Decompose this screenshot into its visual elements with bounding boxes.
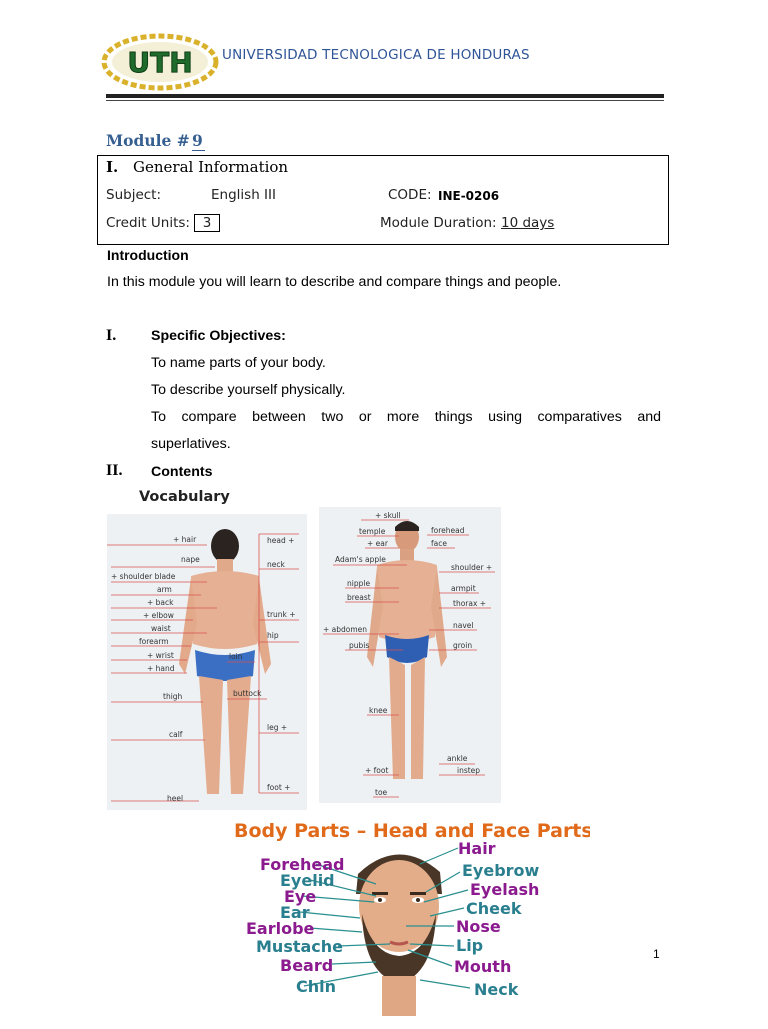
objectives-numeral: I.: [106, 327, 117, 344]
label-skull: + skull: [375, 511, 401, 520]
label-face: face: [431, 539, 447, 548]
introduction-heading: Introduction: [107, 247, 189, 263]
credit-label: Credit Units:: [106, 215, 190, 231]
module-number: 9: [192, 131, 203, 150]
label-forehead-face: Forehead: [260, 855, 345, 874]
vocabulary-subheading: Vocabulary: [139, 489, 230, 505]
label-thigh: thigh: [163, 692, 183, 701]
code-value: INE-0206: [438, 189, 500, 203]
label-heel: heel: [167, 794, 184, 803]
page-number: 1: [653, 947, 660, 961]
contents-heading: Contents: [151, 464, 213, 480]
label-forehead: forehead: [431, 526, 465, 535]
label-hand: + hand: [147, 664, 175, 673]
label-instep: instep: [457, 766, 481, 775]
label-front-foot: + foot: [365, 766, 389, 775]
label-neck-face: Neck: [474, 980, 519, 999]
label-shoulder: shoulder +: [451, 563, 493, 572]
label-calf: calf: [169, 730, 183, 739]
objective-item: superlatives.: [151, 436, 231, 452]
university-name: UNIVERSIDAD TECNOLOGICA DE HONDURAS: [222, 47, 530, 63]
face-parts-illustration: [230, 814, 590, 1024]
label-trunk: trunk +: [267, 610, 296, 619]
subject-label: Subject:: [106, 187, 162, 203]
label-lip: Lip: [456, 936, 484, 955]
label-toe: toe: [375, 788, 388, 797]
header-rule: [106, 94, 664, 98]
label-leg: leg +: [267, 723, 288, 732]
header-rule-thin: [106, 100, 664, 101]
uth-logo: [100, 30, 225, 92]
label-head: head +: [267, 536, 295, 545]
label-armpit: armpit: [451, 584, 476, 593]
objective-item: To describe yourself physically.: [151, 382, 346, 398]
label-hair-face: Hair: [458, 839, 496, 858]
label-chin: Chin: [296, 977, 337, 996]
label-thorax: thorax +: [453, 599, 487, 608]
label-loin: loin: [229, 652, 243, 661]
general-info-heading: General Information: [133, 158, 289, 176]
module-label: Module #: [106, 131, 190, 150]
laurel-logo-icon: [100, 30, 225, 92]
label-earlobe: Earlobe: [246, 919, 315, 938]
subject-value: English III: [211, 187, 276, 203]
label-arm: arm: [157, 585, 172, 594]
label-navel: navel: [453, 621, 474, 630]
label-mouth: Mouth: [454, 957, 512, 976]
introduction-text: In this module you will learn to describe and compare things and people.: [107, 274, 562, 290]
body-front-illustration: [319, 507, 501, 803]
label-foot: foot +: [267, 783, 291, 792]
body-back-figure: [107, 514, 307, 810]
code-label: CODE:: [388, 187, 432, 203]
label-elbow: + elbow: [143, 611, 174, 620]
body-back-illustration: [107, 514, 307, 810]
label-groin: groin: [453, 641, 473, 650]
duration-value: 10 days: [501, 215, 555, 231]
label-hip: hip: [267, 631, 279, 640]
body-front-figure: [319, 507, 501, 803]
label-ear-face: Ear: [280, 903, 310, 922]
label-pubis: pubis: [349, 641, 370, 650]
label-forearm: forearm: [139, 637, 169, 646]
label-abdomen: + abdomen: [323, 625, 368, 634]
label-hair: + hair: [173, 535, 197, 544]
label-eyelash: Eyelash: [470, 880, 540, 899]
face-figure-title: Body Parts – Head and Face Parts: [234, 820, 590, 842]
label-eyebrow: Eyebrow: [462, 861, 540, 880]
label-eyelid: Eyelid: [280, 871, 335, 890]
label-cheek: Cheek: [466, 899, 522, 918]
logo-text: UTH: [127, 46, 193, 79]
label-eye: Eye: [284, 887, 317, 906]
label-nose: Nose: [456, 917, 501, 936]
face-parts-figure: [230, 814, 590, 1024]
objective-item: To name parts of your body.: [151, 355, 326, 371]
label-nipple: nipple: [347, 579, 371, 588]
label-waist: waist: [151, 624, 171, 633]
credit-value: 3: [194, 214, 220, 232]
objectives-heading: Specific Objectives:: [151, 328, 286, 344]
contents-numeral: II.: [106, 462, 123, 479]
label-wrist: + wrist: [147, 651, 174, 660]
duration-label: Module Duration:: [380, 215, 497, 231]
label-ankle: ankle: [447, 754, 468, 763]
label-adams-apple: Adam's apple: [335, 555, 386, 564]
label-knee: knee: [369, 706, 388, 715]
label-beard: Beard: [280, 956, 334, 975]
label-mustache: Mustache: [256, 937, 344, 956]
label-temple: temple: [359, 527, 386, 536]
label-shoulder-blade: + shoulder blade: [111, 572, 176, 581]
label-ear: + ear: [367, 539, 388, 548]
objective-item: To compare between two or more things using comparatives and: [151, 409, 661, 425]
label-nape: nape: [181, 555, 200, 564]
label-neck: neck: [267, 560, 285, 569]
label-buttock: buttock: [233, 689, 262, 698]
label-breast: breast: [347, 593, 371, 602]
label-back: + back: [147, 598, 174, 607]
general-info-numeral: I.: [106, 158, 119, 176]
